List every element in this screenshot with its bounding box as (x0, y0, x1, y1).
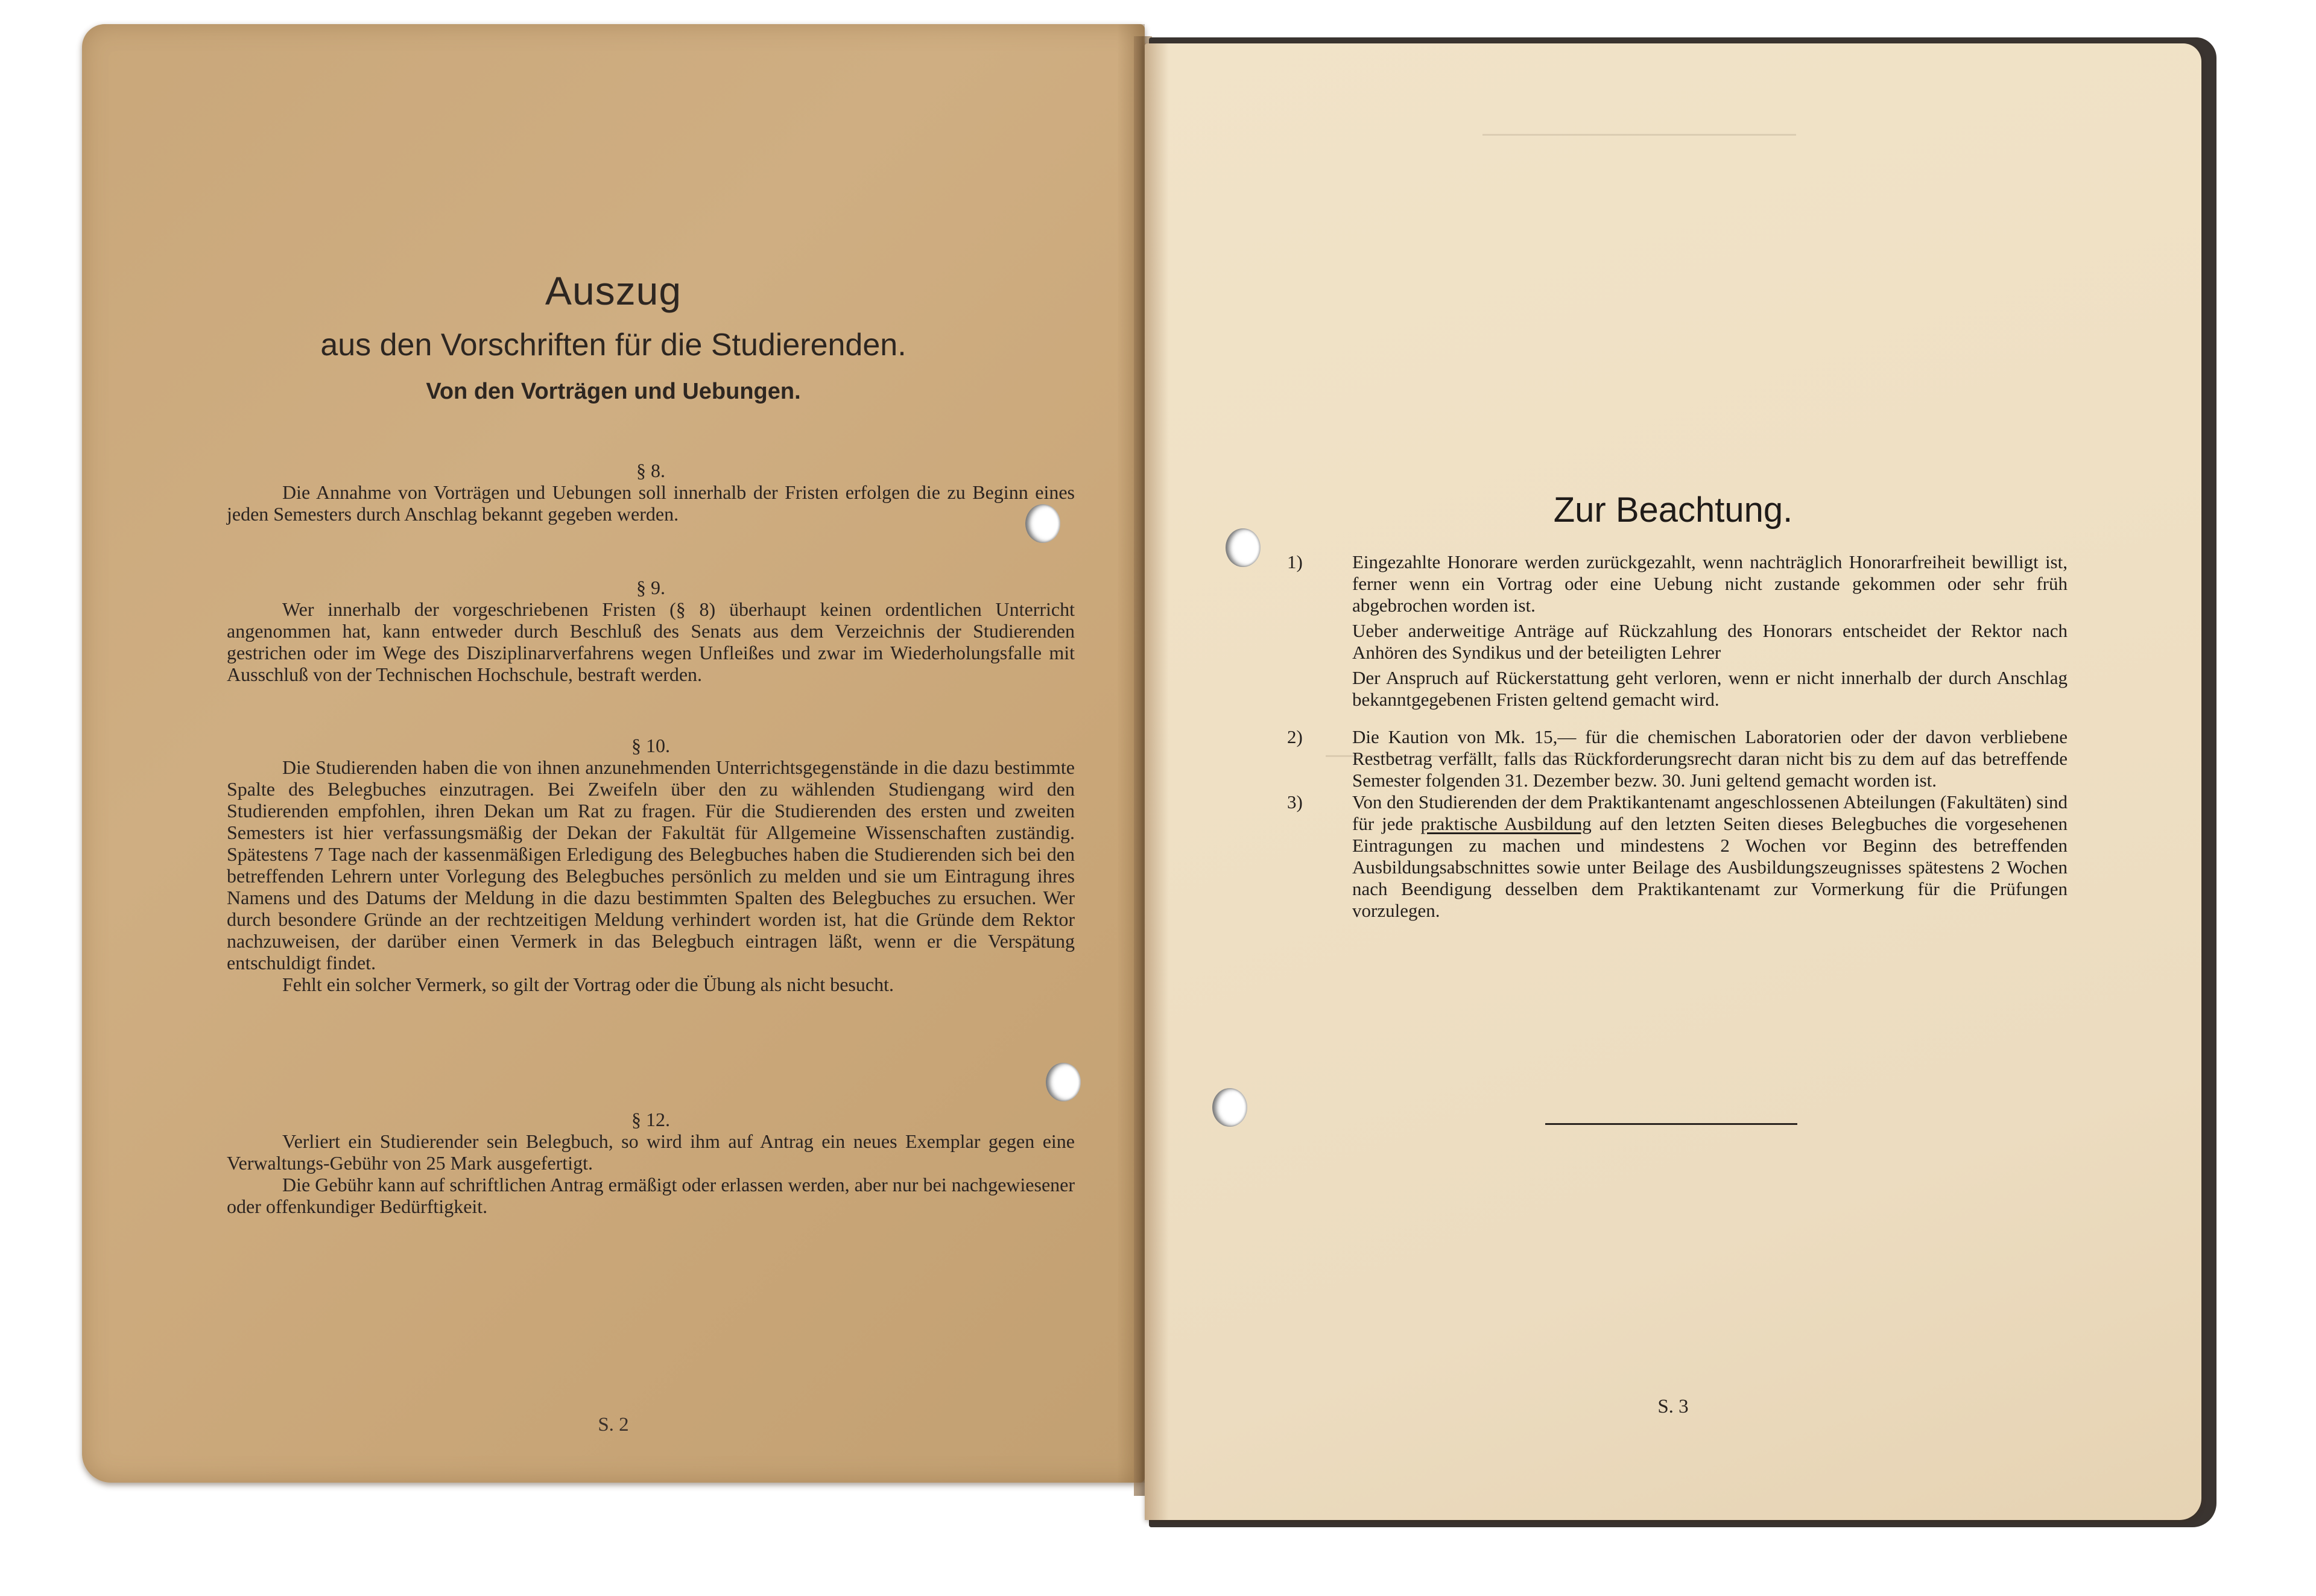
punch-hole (1025, 504, 1060, 543)
paragraph-text: Wer innerhalb der vorgeschriebenen Fristen (§ 8) überhaupt keinen ordentlichen Unterricht angenommen hat, kann entweder durch Beschluß des Senats aus dem Verzeichnis der Studierenden gestrichen oder im Wege des Disziplinarverfahrens wegen Unfleißes und zwar im Wiederholungsfalle mit Ausschluß von der Technischen Hochschule, bestraft werden. (227, 598, 1075, 685)
paragraph-number: § 12. (631, 1109, 670, 1130)
punch-hole (1226, 528, 1261, 567)
list-item-text (1352, 791, 2068, 922)
paragraph-number: § 9. (636, 577, 665, 598)
left-page (82, 24, 1145, 1483)
punch-hole (1212, 1088, 1247, 1127)
list-item-text-part: auf den letzten Seiten dieses Belegbuches die vorgesehenen Eintragungen zu machen und mindestens 2 Wochen vor Beginn des betreffenden Ausbildungsabschnittes sowie unter Beilage des Ausbildungszeugnisses spätestens 2 Wochen nach Beendigung desselben dem Praktikantenamt zur Vormerkung für die Prüfungen vorzulegen. (1352, 813, 2068, 921)
bleed-through-mark (1482, 134, 1796, 136)
list-item-text: Die Kaution von Mk. 15,— für die chemischen Laboratorien oder der davon verbliebene Restbetrag verfällt, falls das Rückforderungsrecht daran nicht bis zu dem auf das betreffende Semester folgenden 31. Dezember bezw. 30. Juni geltend gemacht worden ist. (1352, 726, 2068, 791)
punch-hole (1046, 1063, 1081, 1101)
paragraph-9 (227, 577, 1075, 685)
list-item (1287, 551, 2068, 711)
left-page-subheading: aus den Vorschriften für die Studierenden. (320, 328, 906, 363)
closing-rule (1545, 1123, 1797, 1125)
underlined-phrase: praktische Ausbildung (1420, 813, 1592, 834)
notice-list (1287, 551, 2068, 922)
left-page-section-heading: Von den Vorträgen und Uebungen. (426, 379, 801, 404)
left-page-number: S. 2 (598, 1414, 629, 1436)
right-page-number: S. 3 (1657, 1396, 1689, 1417)
paragraph-number: § 10. (631, 735, 670, 756)
paragraph-number: § 8. (636, 460, 665, 481)
list-item (1287, 726, 2068, 791)
paragraph-text: Die Annahme von Vorträgen und Uebungen soll innerhalb der Fristen erfolgen die zu Beginn eines jeden Semesters durch Anschlag bekannt gegeben werden. (227, 481, 1075, 525)
list-item-text: Der Anspruch auf Rückerstattung geht verloren, wenn er nicht innerhalb der durch Anschlag bekanntgegebenen Fristen geltend gemacht wird. (1352, 667, 2068, 710)
paragraph-text: Die Gebühr kann auf schriftlichen Antrag ermäßigt oder erlassen werden, aber nur bei nachgewiesener oder offenkundiger Bedürftigkeit. (227, 1174, 1075, 1217)
paragraph-text: Fehlt ein solcher Vermerk, so gilt der Vortrag oder die Übung als nicht besucht. (282, 974, 894, 995)
paragraph-text: Die Studierenden haben die von ihnen anzunehmenden Unterrichtsgegenstände in die dazu bestimmte Spalte des Belegbuches einzutragen. Bei Zweifeln über den zu wählenden Studiengang wird den Studierenden empfohlen, ihren Dekan um Rat zu fragen. Für die Studierenden des ersten und zweiten Semesters ist hier verfassungsmäßig der Dekan der Fakultät für Allgemeine Wissenschaften zuständig. Spätestens 7 Tage nach der kassenmäßigen Erledigung des Belegbuches haben die Studierenden sich bei den betreffenden Lehrern unter Vorlegung des Belegbuches persönlich zu melden und sie um Eintragung ihres Namens und des Datums der Meldung in die dazu bestimmten Spalten des Belegbuches zu ersuchen. Wer durch besondere Gründe an der rechtzeitigen Meldung verhindert worden ist, hat die Gründe dem Rektor nachzuweisen, der darüber einen Vermerk in das Belegbuch eintragen läßt, wenn er die Verspätung entschuldigt findet. (227, 756, 1075, 974)
list-item-number: 1) (1287, 551, 1303, 572)
paragraph-text: Verliert ein Studierender sein Belegbuch, so wird ihm auf Antrag ein neues Exemplar gegen eine Verwaltungs-Gebühr von 25 Mark ausgefertigt. (227, 1130, 1075, 1174)
right-page (1145, 43, 2201, 1520)
list-item (1287, 791, 2068, 922)
list-item-text: Eingezahlte Honorare werden zurückgezahlt, wenn nachträglich Honorarfreiheit bewilligt ist, ferner wenn ein Vortrag oder eine Uebung nicht zustande gekommen oder sehr früh abgebrochen worden ist. (1352, 551, 2068, 616)
list-item-number: 2) (1287, 726, 1303, 747)
list-item-text-part: Von den Studierenden der dem Praktikantenamt angeschlossenen Abteilungen (Fakultäten) sind für jede (1352, 791, 2068, 834)
paragraph-12 (227, 1109, 1075, 1217)
right-page-heading: Zur Beachtung. (1553, 490, 1793, 530)
list-item-number: 3) (1287, 791, 1303, 812)
paragraph-8 (227, 460, 1075, 525)
paragraph-10 (227, 735, 1075, 995)
left-page-heading: Auszug (545, 268, 682, 313)
list-item-text: Ueber anderweitige Anträge auf Rückzahlung des Honorars entscheidet der Rektor nach Anhören des Syndikus und der beteiligten Lehrer (1352, 620, 2068, 663)
